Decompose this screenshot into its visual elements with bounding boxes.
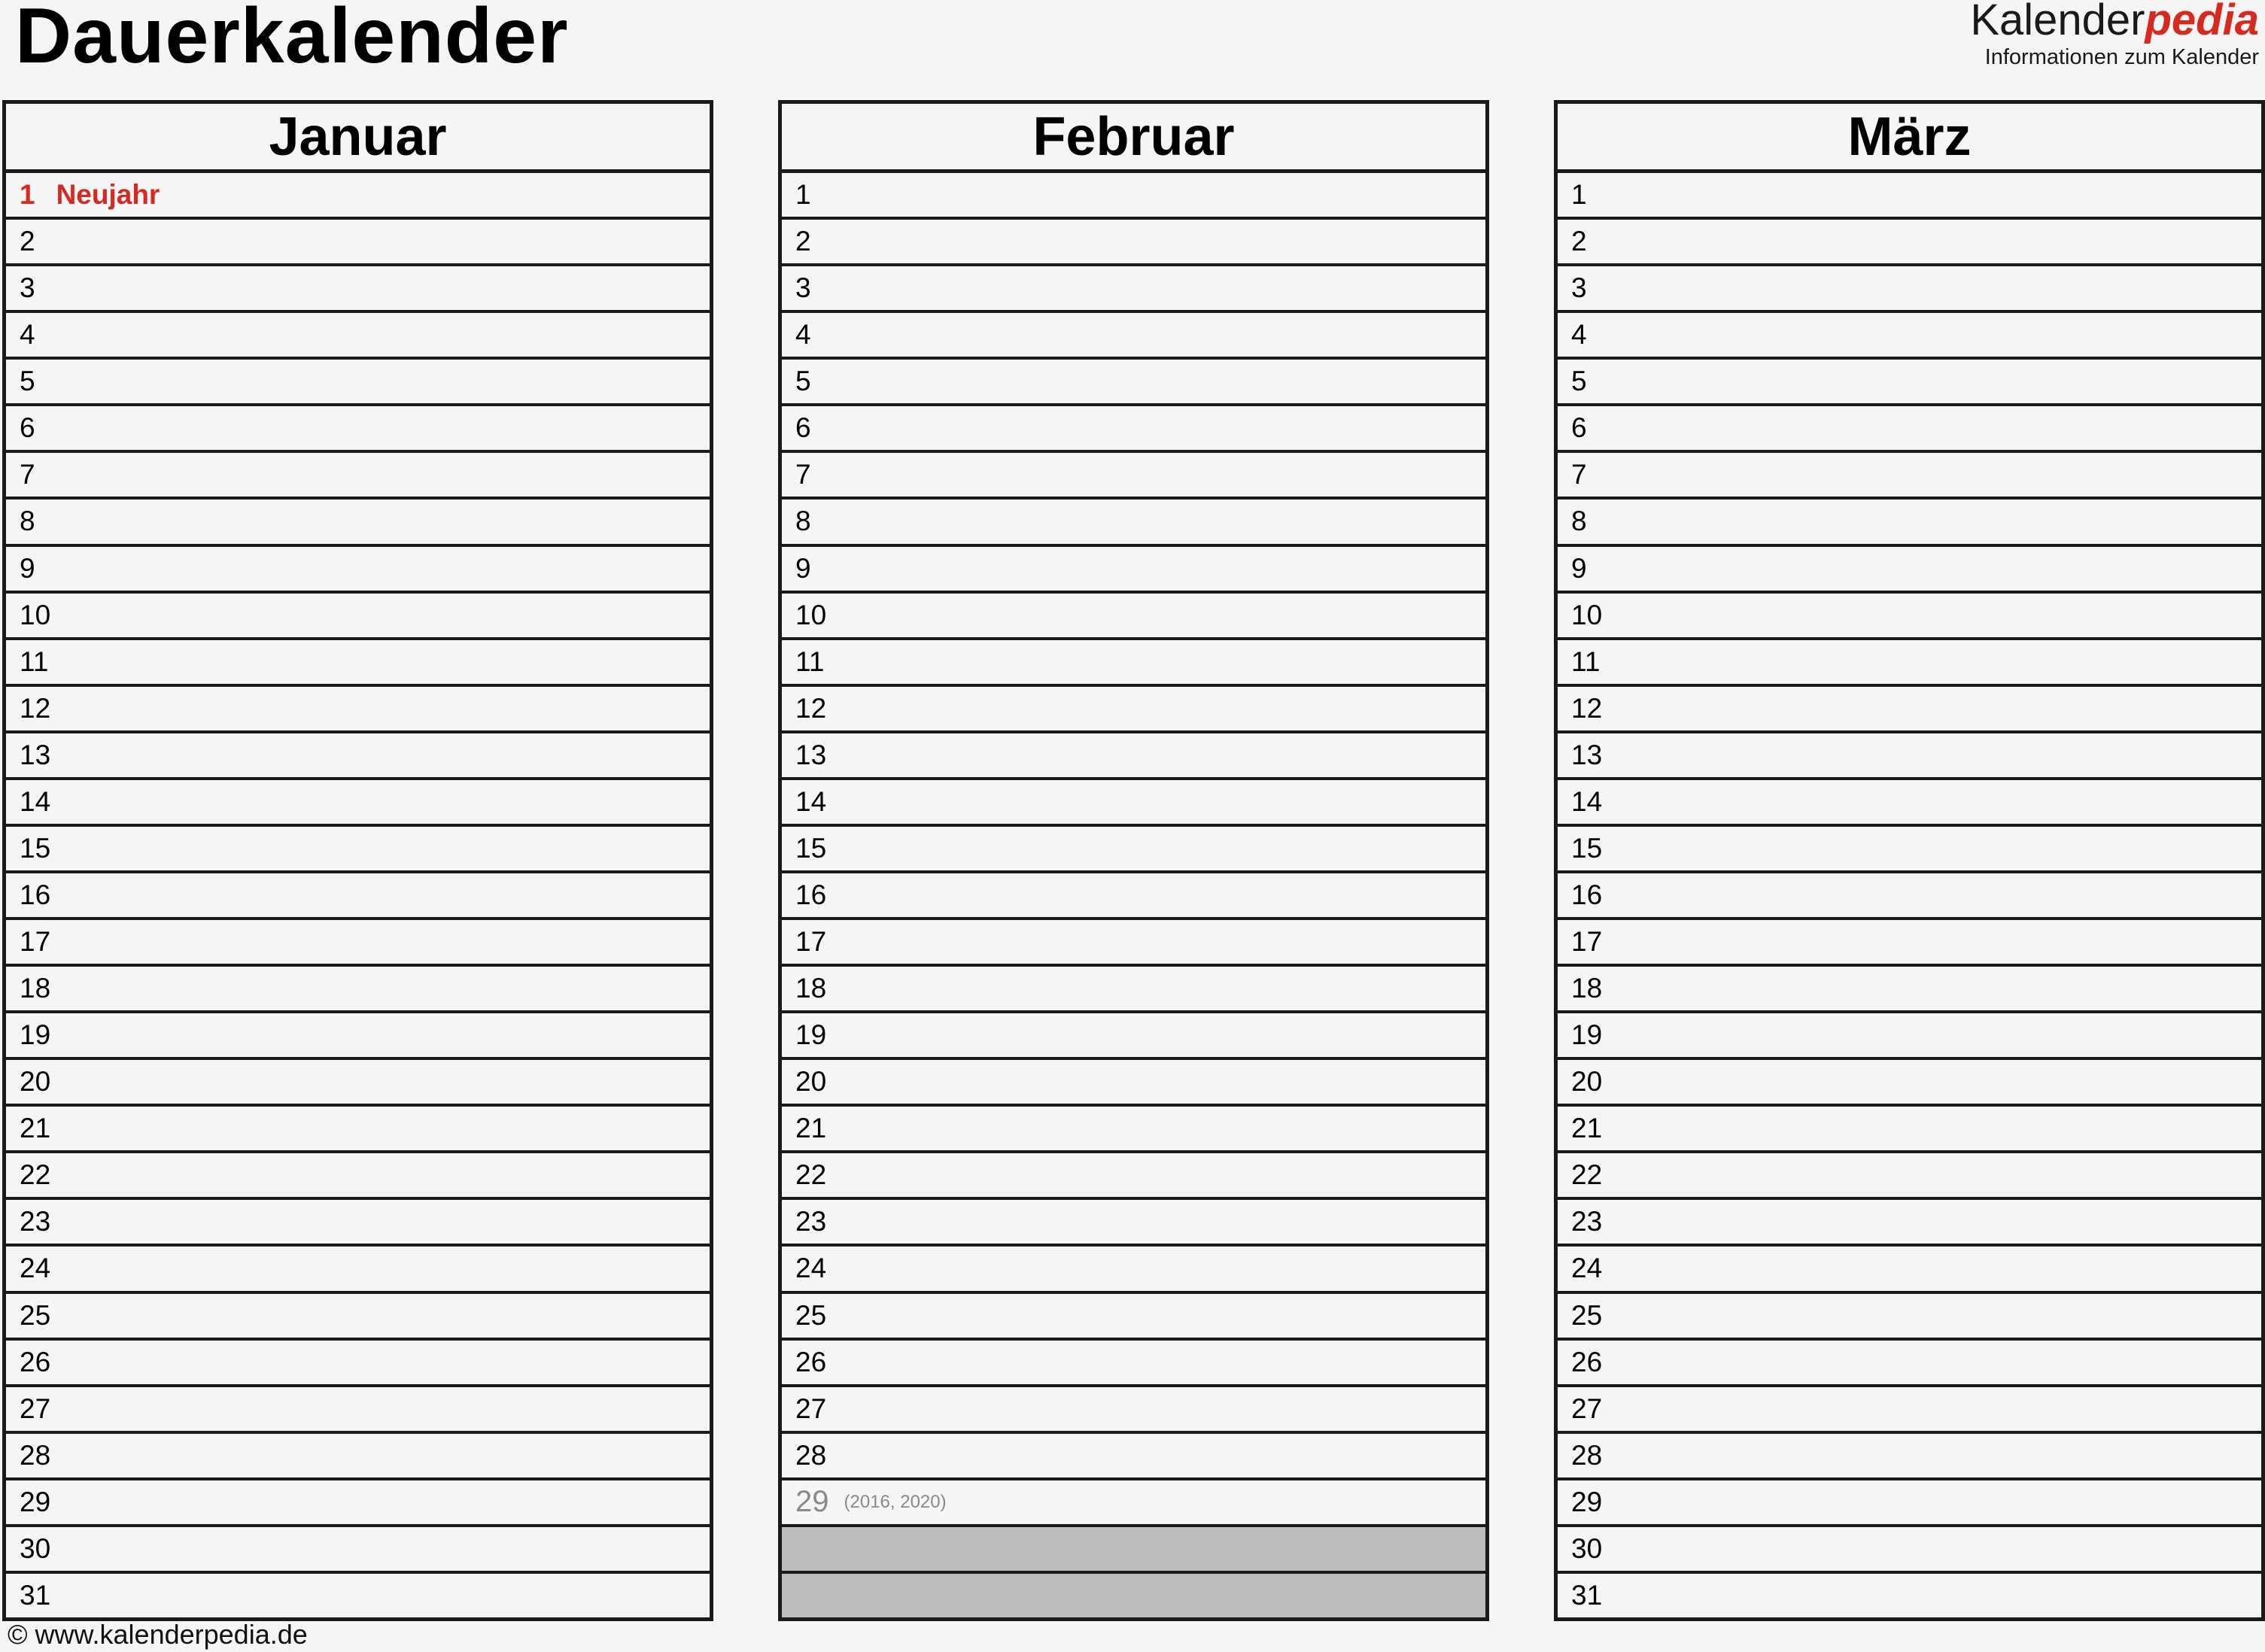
day-row[interactable] [782,1480,1485,1527]
day-number: 2 [795,226,811,257]
day-row[interactable] [782,500,1485,546]
day-number: 23 [20,1206,51,1237]
day-number: 16 [1571,879,1603,910]
day-number: 6 [795,412,811,444]
day-number: 24 [795,1253,827,1284]
month-march [1554,100,2265,1621]
day-number: 7 [795,459,811,490]
day-row[interactable] [782,1107,1485,1153]
day-row-unavailable [782,1574,1485,1617]
day-number: 14 [20,785,51,817]
day-number: 28 [795,1439,827,1471]
day-row[interactable] [782,640,1485,687]
day-number: 20 [1571,1066,1603,1098]
day-number: 22 [20,1159,51,1191]
day-number: 13 [1571,739,1603,770]
day-row[interactable] [1558,1200,2261,1247]
day-number: 15 [20,832,51,864]
day-row[interactable] [782,220,1485,266]
day-number: 10 [1571,599,1603,630]
brand-tagline: Informationen zum Kalender [1984,45,2259,69]
day-number: 11 [1571,645,1601,677]
day-row[interactable] [1558,360,2261,406]
day-number: 15 [795,832,827,864]
day-row[interactable] [1558,827,2261,873]
day-row[interactable] [6,1013,710,1060]
day-row[interactable] [782,1247,1485,1293]
day-row[interactable] [782,313,1485,360]
day-number: 27 [1571,1392,1603,1424]
day-row[interactable] [6,1200,710,1247]
day-number: 16 [795,879,827,910]
day-rows [6,173,710,1617]
day-number: 6 [20,412,35,444]
day-number: 12 [1571,692,1603,724]
day-row[interactable] [1558,547,2261,594]
day-row[interactable] [6,594,710,640]
day-number: 13 [795,739,827,770]
day-row[interactable] [1558,266,2261,313]
day-row[interactable] [782,1153,1485,1200]
day-row[interactable] [6,1060,710,1107]
day-number: 26 [795,1346,827,1377]
day-number: 10 [795,599,827,630]
day-row[interactable] [782,920,1485,967]
day-row[interactable] [782,827,1485,873]
day-number: 22 [795,1159,827,1191]
day-row[interactable] [782,780,1485,827]
day-row[interactable] [1558,1387,2261,1434]
day-row[interactable] [782,406,1485,453]
day-row[interactable] [1558,1060,2261,1107]
day-number: 18 [1571,973,1603,1004]
day-number: 16 [20,879,51,910]
day-row[interactable] [1558,780,2261,827]
day-number: 31 [20,1579,51,1611]
day-row[interactable] [1558,920,2261,967]
day-number: 19 [1571,1019,1603,1051]
day-number: 23 [1571,1206,1603,1237]
day-row[interactable] [6,1574,710,1617]
day-row[interactable] [1558,1341,2261,1387]
day-row[interactable] [6,1341,710,1387]
day-row[interactable] [1558,640,2261,687]
day-row[interactable] [6,1294,710,1341]
page-title: Dauerkalender [15,0,569,80]
day-number: 27 [20,1392,51,1424]
day-row[interactable] [6,173,710,220]
day-number: 19 [795,1019,827,1051]
day-number: 9 [795,552,811,584]
day-row[interactable] [782,173,1485,220]
day-note: (2016, 2020) [844,1491,947,1512]
day-number: 15 [1571,832,1603,864]
day-number: 14 [1571,785,1603,817]
day-row[interactable] [1558,1107,2261,1153]
day-number: 3 [795,272,811,304]
day-row[interactable] [782,1294,1485,1341]
day-number: 5 [20,366,35,397]
day-row[interactable] [1558,453,2261,500]
day-number: 14 [795,785,827,817]
day-row[interactable] [782,1434,1485,1480]
day-number: 5 [795,366,811,397]
day-number: 9 [20,552,35,584]
day-row[interactable] [6,220,710,266]
day-row[interactable] [6,453,710,500]
day-row[interactable] [6,1434,710,1480]
day-row[interactable] [6,1527,710,1574]
day-number: 4 [795,319,811,351]
day-row[interactable] [6,920,710,967]
month-header: März [1558,104,2261,173]
day-row[interactable] [6,687,710,733]
day-row[interactable] [782,733,1485,780]
day-row[interactable] [6,873,710,920]
day-row[interactable] [6,1247,710,1293]
day-number: 21 [1571,1113,1603,1144]
day-number: 2 [1571,226,1587,257]
day-number: 11 [795,645,825,677]
day-row[interactable] [1558,173,2261,220]
day-row[interactable] [782,360,1485,406]
holiday-label: Neujahr [56,179,160,211]
day-row[interactable] [6,1387,710,1434]
day-number: 2 [20,226,35,257]
day-row[interactable] [782,967,1485,1013]
month-header: Januar [6,104,710,173]
day-number: 5 [1571,366,1587,397]
day-row[interactable] [782,1387,1485,1434]
day-row-unavailable [782,1527,1485,1574]
day-row[interactable] [6,1107,710,1153]
day-number: 31 [1571,1579,1603,1611]
day-number: 4 [1571,319,1587,351]
day-number: 25 [795,1299,827,1331]
day-number: 27 [795,1392,827,1424]
month-header: Februar [782,104,1485,173]
day-number: 26 [1571,1346,1603,1377]
day-row[interactable] [6,313,710,360]
day-row[interactable] [6,827,710,873]
day-row[interactable] [782,1060,1485,1107]
day-row[interactable] [1558,967,2261,1013]
day-row[interactable] [1558,1013,2261,1060]
day-number: 8 [795,506,811,537]
day-row[interactable] [1558,500,2261,546]
day-row[interactable] [1558,1294,2261,1341]
day-number: 17 [1571,926,1603,958]
day-number: 17 [20,926,51,958]
day-row[interactable] [782,547,1485,594]
day-row[interactable] [1558,1574,2261,1617]
day-row[interactable] [6,500,710,546]
day-number: 10 [20,599,51,630]
day-number: 6 [1571,412,1587,444]
day-number: 13 [20,739,51,770]
day-number: 30 [20,1532,51,1564]
day-row[interactable] [6,266,710,313]
day-row[interactable] [6,547,710,594]
copyright-footer[interactable]: © www.kalenderpedia.de [8,1619,308,1650]
day-row[interactable] [782,594,1485,640]
day-row[interactable] [6,733,710,780]
day-number: 8 [20,506,35,537]
day-row[interactable] [1558,873,2261,920]
day-row[interactable] [1558,1247,2261,1293]
day-number: 20 [20,1066,51,1098]
day-row[interactable] [6,967,710,1013]
day-row[interactable] [782,1013,1485,1060]
day-row[interactable] [1558,1153,2261,1200]
day-row[interactable] [6,1153,710,1200]
day-row[interactable] [1558,220,2261,266]
day-number: 17 [795,926,827,958]
day-number: 29 [795,1485,829,1519]
day-rows [1558,173,2261,1617]
day-number: 29 [20,1486,51,1517]
day-number: 7 [1571,459,1587,490]
day-number: 3 [20,272,35,304]
brand-logo[interactable] [1970,0,2259,70]
day-row[interactable] [782,1341,1485,1387]
day-number: 1 [795,179,811,211]
day-number: 18 [20,973,51,1004]
day-number: 4 [20,319,35,351]
day-number: 11 [20,645,49,677]
day-number: 28 [20,1439,51,1471]
day-number: 12 [795,692,827,724]
day-row[interactable] [1558,406,2261,453]
day-row[interactable] [6,360,710,406]
day-row[interactable] [1558,594,2261,640]
day-row[interactable] [6,640,710,687]
day-number: 21 [795,1113,827,1144]
day-number: 1 [1571,179,1587,211]
day-number: 7 [20,459,35,490]
day-number: 24 [20,1253,51,1284]
day-number: 3 [1571,272,1587,304]
day-row[interactable] [1558,1480,2261,1527]
day-number: 25 [1571,1299,1603,1331]
day-row[interactable] [782,687,1485,733]
day-number: 26 [20,1346,51,1377]
day-rows [782,173,1485,1617]
day-number: 1 [20,179,35,211]
day-row[interactable] [1558,1527,2261,1574]
day-row[interactable] [1558,733,2261,780]
day-number: 20 [795,1066,827,1098]
day-number: 23 [795,1206,827,1237]
day-number: 21 [20,1113,51,1144]
day-row[interactable] [782,873,1485,920]
day-row[interactable] [782,266,1485,313]
day-row[interactable] [782,1200,1485,1247]
day-row[interactable] [6,406,710,453]
brand-name-accent: pedia [2145,0,2259,44]
day-number: 12 [20,692,51,724]
day-number: 24 [1571,1253,1603,1284]
day-row[interactable] [782,453,1485,500]
brand-name [1970,0,2259,42]
day-number: 29 [1571,1486,1603,1517]
day-number: 25 [20,1299,51,1331]
day-number: 30 [1571,1532,1603,1564]
day-row[interactable] [6,780,710,827]
brand-name-plain: Kalender [1970,0,2145,44]
day-row[interactable] [6,1480,710,1527]
day-number: 9 [1571,552,1587,584]
day-number: 18 [795,973,827,1004]
month-february [778,100,1489,1621]
day-row[interactable] [1558,313,2261,360]
day-number: 8 [1571,506,1587,537]
day-row[interactable] [1558,687,2261,733]
day-number: 22 [1571,1159,1603,1191]
day-number: 28 [1571,1439,1603,1471]
day-row[interactable] [1558,1434,2261,1480]
day-number: 19 [20,1019,51,1051]
month-january [2,100,713,1621]
